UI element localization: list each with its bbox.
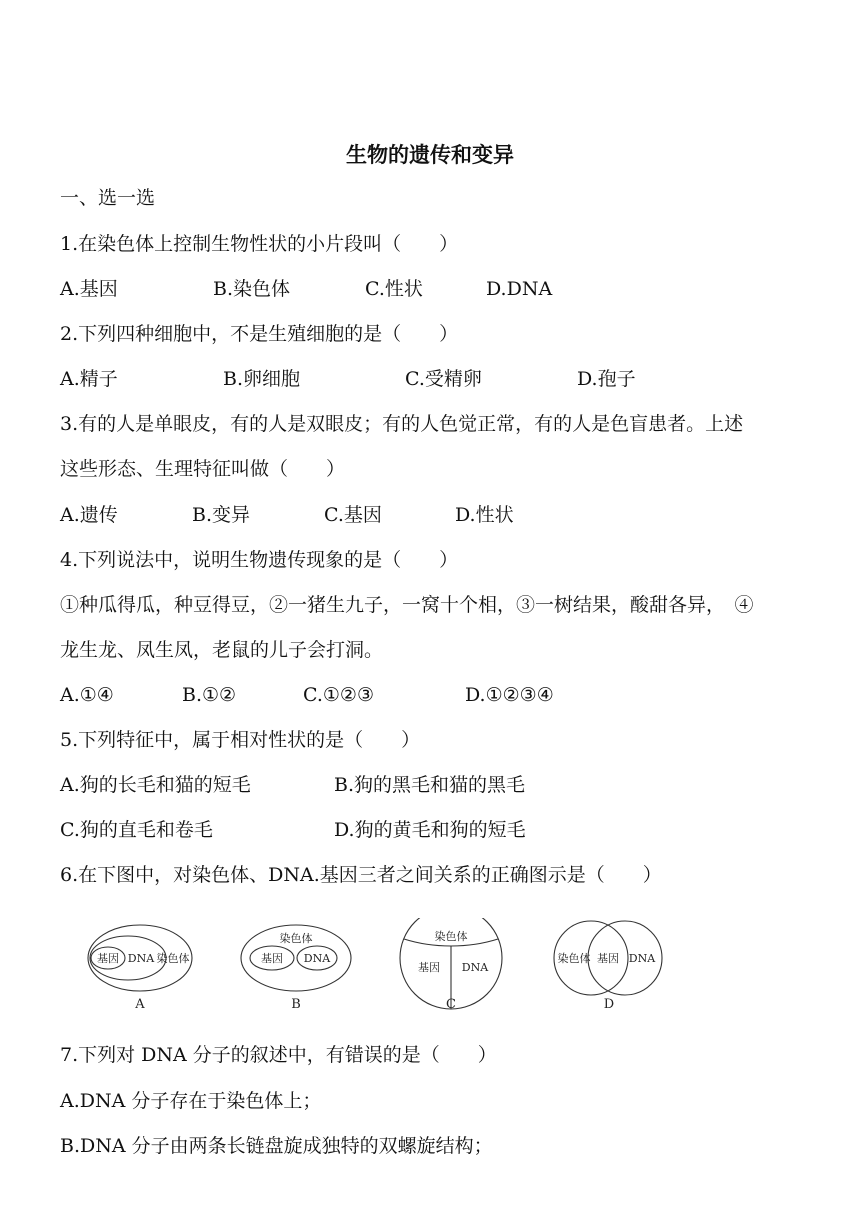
question-5-option-d: D.狗的黄毛和狗的短毛 xyxy=(334,819,526,841)
diagram-c-chromosome-label: 染色体 xyxy=(434,930,468,943)
diagram-c-dna-label: DNA xyxy=(461,961,489,974)
question-1-option-a: A.基因 xyxy=(60,278,118,300)
question-1-option-c: C.性状 xyxy=(365,278,423,300)
question-1-option-b: B.染色体 xyxy=(213,278,291,300)
question-2-option-d: D.孢子 xyxy=(577,368,636,390)
question-2-option-c: C.受精卵 xyxy=(405,368,482,390)
diagram-caption-c: C xyxy=(446,997,456,1012)
question-3-option-d: D.性状 xyxy=(455,504,514,526)
diagram-b-gene-label: 基因 xyxy=(261,952,283,965)
question-7-option-b: B.DNA 分子由两条长链盘旋成独特的双螺旋结构； xyxy=(60,1135,493,1157)
diagram-d-chromosome-label: 染色体 xyxy=(557,952,591,965)
question-7-option-a: A.DNA 分子存在于染色体上； xyxy=(60,1090,322,1112)
question-2-stem: 2.下列四种细胞中，不是生殖细胞的是（ ） xyxy=(60,323,459,345)
question-5-option-a: A.狗的长毛和猫的短毛 xyxy=(60,774,251,796)
diagram-b-dna-label: DNA xyxy=(303,952,331,965)
question-6-stem: 6.在下图中，对染色体、DNA.基因三者之间关系的正确图示是（ ） xyxy=(60,864,662,886)
question-2-option-b: B.卵细胞 xyxy=(223,368,301,390)
question-3-option-c: C.基因 xyxy=(324,504,382,526)
question-4-body-line-1: ①种瓜得瓜，种豆得豆，②一猪生九子，一窝十个相，③一树结果，酸甜各异， ④ xyxy=(60,594,754,616)
question-2-option-a: A.精子 xyxy=(60,368,118,390)
question-3-option-b: B.变异 xyxy=(192,504,251,526)
question-3-option-a: A.遗传 xyxy=(60,504,118,526)
question-7-stem: 7.下列对 DNA 分子的叙述中，有错误的是（ ） xyxy=(60,1044,497,1066)
question-3-stem-line-1: 3.有的人是单眼皮，有的人是双眼皮；有的人色觉正常，有的人是色盲患者。上述 xyxy=(60,413,744,435)
question-4-option-d: D.①②③④ xyxy=(465,684,554,706)
question-1-option-d: D.DNA xyxy=(486,278,553,300)
question-4-option-c: C.①②③ xyxy=(303,684,374,706)
diagram-b-chromosome-label: 染色体 xyxy=(279,932,313,945)
question-5-option-c: C.狗的直毛和卷毛 xyxy=(60,819,213,841)
section-heading: 一、选一选 xyxy=(60,187,156,209)
diagram-a-gene-label: 基因 xyxy=(97,952,119,965)
diagram-a-chromosome-label: 染色体 xyxy=(156,952,190,965)
question-4-stem: 4.下列说法中，说明生物遗传现象的是（ ） xyxy=(60,549,459,571)
page-title: 生物的遗传和变异 xyxy=(346,143,514,167)
diagram-caption-d: D xyxy=(603,997,615,1012)
diagram-d-gene-label: 基因 xyxy=(597,952,619,965)
question-5-stem: 5.下列特征中，属于相对性状的是（ ） xyxy=(60,729,421,751)
diagram-d-dna-label: DNA xyxy=(628,952,656,965)
diagram-caption-a: A xyxy=(135,997,145,1012)
question-5-option-b: B.狗的黑毛和猫的黑毛 xyxy=(334,774,526,796)
relationship-diagram xyxy=(80,918,690,1022)
diagram-caption-b: B xyxy=(291,997,301,1012)
question-4-option-b: B.①② xyxy=(182,684,237,706)
question-1-stem: 1.在染色体上控制生物性状的小片段叫（ ） xyxy=(60,233,459,255)
question-4-body-line-2: 龙生龙、凤生凤，老鼠的儿子会打洞。 xyxy=(60,639,384,661)
diagram-a-dna-label: DNA xyxy=(127,952,155,965)
question-4-option-a: A.①④ xyxy=(60,684,114,706)
question-3-stem-line-2: 这些形态、生理特征叫做（ ） xyxy=(60,458,346,480)
diagram-c-gene-label: 基因 xyxy=(418,961,440,974)
